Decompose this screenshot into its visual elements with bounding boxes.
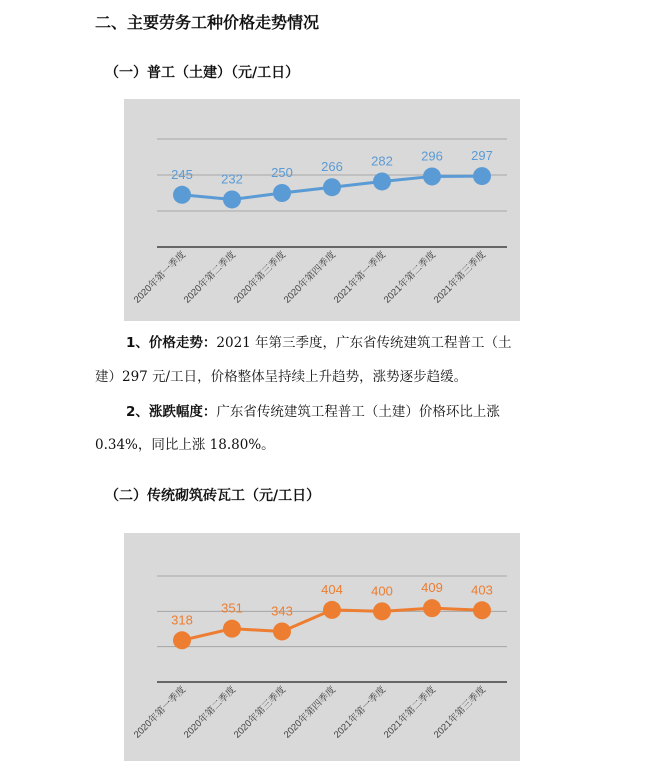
laborer-chart-data-label: 245 <box>171 166 193 182</box>
bricklayer-chart-data-label: 403 <box>471 582 493 598</box>
laborer-chart-data-point <box>173 186 191 204</box>
change-range-label: 2、涨跌幅度： <box>126 404 217 420</box>
bricklayer-chart-x-tick-label: 2020年第一季度 <box>131 684 189 741</box>
laborer-chart-background <box>124 99 520 321</box>
laborer-chart-x-tick-label: 2021年第二季度 <box>381 249 439 306</box>
bricklayer-chart-data-point <box>323 601 341 619</box>
laborer-chart-data-point <box>473 167 491 185</box>
laborer-chart-data-label: 282 <box>371 153 393 169</box>
laborer-chart-data-point <box>423 167 441 185</box>
bricklayer-chart-x-tick-label: 2021年第二季度 <box>381 684 439 741</box>
paragraph-price-trend <box>126 334 556 352</box>
laborer-chart-x-tick-label: 2021年第三季度 <box>431 249 489 306</box>
bricklayer-chart-data-label: 409 <box>421 580 443 596</box>
bricklayer-chart-data-label: 351 <box>221 600 243 616</box>
bricklayer-chart-x-tick-label: 2020年第三季度 <box>231 684 289 741</box>
laborer-chart-data-point <box>273 184 291 202</box>
paragraph-change-range <box>126 403 556 421</box>
bricklayer-chart-data-point <box>373 602 391 620</box>
subsection-title-laborer: （一）普工（土建）（元/工日） <box>105 65 300 81</box>
price-trend-text-a: 2021 年第三季度，广东省传统建筑工程普工（土 <box>216 335 512 351</box>
bricklayer-chart-data-point <box>223 620 241 638</box>
laborer-price-chart <box>124 99 520 321</box>
laborer-chart-data-point <box>373 172 391 190</box>
paragraph-change-range-cont: 0.34%，同比上涨 18.80%。 <box>95 437 275 453</box>
laborer-chart-data-point <box>223 190 241 208</box>
subsection-title-bricklayer: （二）传统砌筑砖瓦工（元/工日） <box>105 488 321 504</box>
laborer-chart-data-label: 250 <box>271 165 293 180</box>
bricklayer-chart-x-tick-label: 2020年第二季度 <box>181 684 239 741</box>
bricklayer-chart-data-point <box>473 601 491 619</box>
laborer-chart-x-tick-label: 2020年第二季度 <box>181 249 239 306</box>
laborer-chart-data-label: 297 <box>471 148 493 164</box>
paragraph-price-trend-cont: 建）297 元/工日，价格整体呈持续上升趋势，涨势逐步趋缓。 <box>95 369 468 385</box>
laborer-chart-data-point <box>323 178 341 196</box>
laborer-chart-data-label: 266 <box>321 159 343 175</box>
bricklayer-chart-data-label: 400 <box>371 583 393 599</box>
bricklayer-chart-x-tick-label: 2020年第四季度 <box>281 684 339 741</box>
section-title: 二、主要劳务工种价格走势情况 <box>95 13 320 32</box>
bricklayer-chart-data-label: 318 <box>171 612 193 628</box>
laborer-chart-data-label: 232 <box>221 171 243 187</box>
bricklayer-chart-data-point <box>423 599 441 617</box>
laborer-price-chart-svg <box>124 99 520 321</box>
bricklayer-chart-data-label: 343 <box>271 603 293 619</box>
bricklayer-chart-data-label: 404 <box>321 581 343 597</box>
bricklayer-chart-x-tick-label: 2021年第一季度 <box>331 684 389 741</box>
price-trend-label: 1、价格走势： <box>126 335 217 351</box>
bricklayer-chart-x-tick-label: 2021年第三季度 <box>431 684 489 741</box>
bricklayer-price-chart-svg <box>124 533 520 761</box>
change-range-text-a: 广东省传统建筑工程普工（土建）价格环比上涨 <box>216 404 500 420</box>
bricklayer-chart-data-point <box>173 631 191 649</box>
laborer-chart-x-tick-label: 2020年第四季度 <box>281 249 339 306</box>
bricklayer-price-chart <box>124 533 520 761</box>
laborer-chart-x-tick-label: 2021年第一季度 <box>331 249 389 306</box>
bricklayer-chart-data-point <box>273 622 291 640</box>
laborer-chart-x-tick-label: 2020年第三季度 <box>231 249 289 306</box>
laborer-chart-x-tick-label: 2020年第一季度 <box>131 249 189 306</box>
laborer-chart-data-label: 296 <box>421 148 443 164</box>
